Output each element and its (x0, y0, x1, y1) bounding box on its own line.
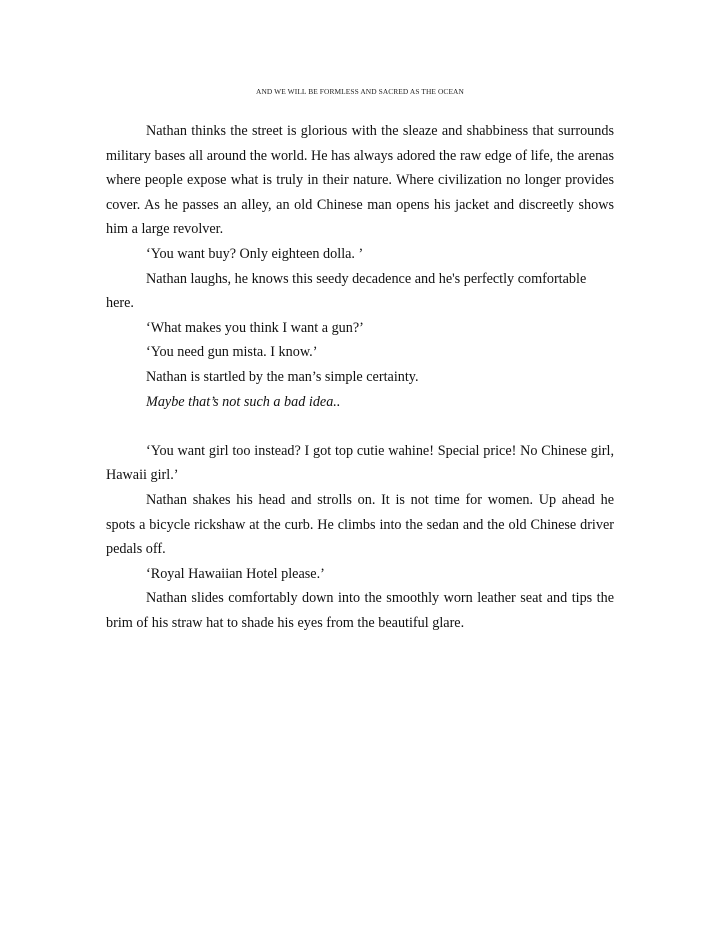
dialogue-line: ‘What makes you think I want a gun?’ (146, 319, 364, 336)
running-header: AND WE WILL BE FORMLESS AND SACRED AS THE OCEAN (256, 87, 464, 96)
dialogue-line: ‘You need gun mista. I know.’ (146, 344, 318, 361)
paragraph: Nathan slides comfortably down into the smoothly worn leather seat and tips the brim of his straw hat to shade his eyes from the beautiful glare. (106, 590, 614, 631)
dialogue-line: ‘Royal Hawaiian Hotel please.’ (146, 565, 325, 582)
blank-line (106, 414, 614, 439)
paragraph: Nathan is startled by the man’s simple certainty. (146, 368, 419, 385)
paragraph: Nathan laughs, he knows this seedy decadence and he's perfectly comfortable here. (106, 270, 587, 312)
paragraph: Nathan shakes his head and strolls on. It is not time for women. Up ahead he spots a bicycle rickshaw at the curb. He climbs into the sedan and the old Chinese driver pedals off. (106, 491, 614, 558)
document-body (106, 119, 614, 635)
italic-thought: Maybe that’s not such a bad idea.. (146, 393, 341, 410)
paragraph: Nathan thinks the street is glorious with the sleaze and shabbiness that surrounds military bases all around the world. He has always adored the raw edge of life, the arenas where people expose what is truly in their nature. Where civilization no longer provides cover. As he passes an alley, an old Chinese man opens his jacket and discreetly shows him a large revolver. (106, 123, 614, 238)
dialogue-line: ‘You want buy? Only eighteen dolla. ’ (146, 245, 364, 262)
dialogue-line: ‘You want girl too instead? I got top cutie wahine! Special price! No Chinese girl, Hawaii girl.’ (106, 442, 614, 484)
